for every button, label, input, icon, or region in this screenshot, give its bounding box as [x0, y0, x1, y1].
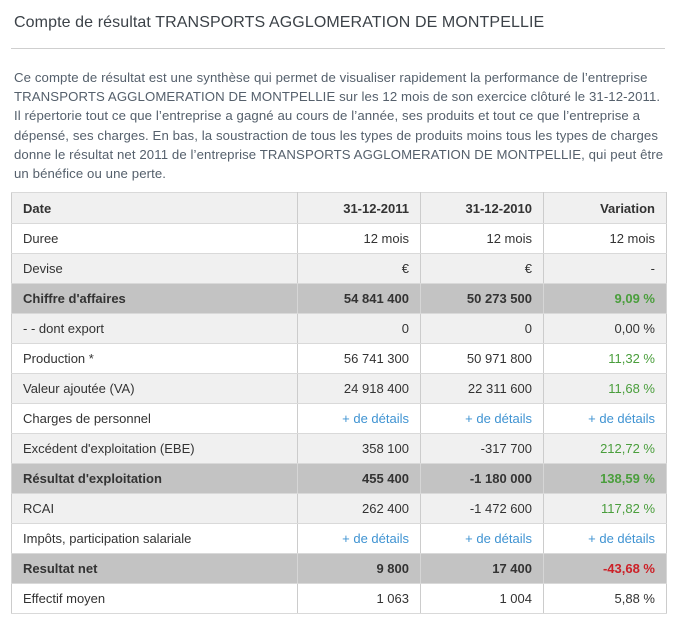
table-row	[12, 254, 667, 284]
value-2011-cell: 56 741 300	[298, 344, 421, 374]
row-label-cell: Resultat net	[12, 554, 298, 584]
table-row	[12, 434, 667, 464]
value-2011-cell: 262 400	[298, 494, 421, 524]
details-link[interactable]: + de détails	[465, 411, 532, 427]
details-link[interactable]: + de détails	[588, 531, 655, 547]
details-link[interactable]: + de détails	[342, 411, 409, 427]
value-2011-cell	[298, 524, 421, 554]
table-row	[12, 224, 667, 254]
table-row	[12, 524, 667, 554]
header-cell-31-12-2010: 31-12-2010	[421, 193, 544, 224]
value-2010-cell: 50 971 800	[421, 344, 544, 374]
table-row	[12, 344, 667, 374]
table-body	[12, 224, 667, 614]
table-row	[12, 464, 667, 494]
value-2010-cell: -317 700	[421, 434, 544, 464]
table-row	[12, 314, 667, 344]
value-2010-cell: 1 004	[421, 584, 544, 614]
value-2010-cell: -1 180 000	[421, 464, 544, 494]
row-label-cell: Excédent d'exploitation (EBE)	[12, 434, 298, 464]
variation-cell: 5,88 %	[544, 584, 667, 614]
value-2010-cell: €	[421, 254, 544, 284]
value-2011-cell: 0	[298, 314, 421, 344]
variation-cell	[544, 404, 667, 434]
table-row	[12, 584, 667, 614]
header-row	[12, 193, 667, 224]
page-title: Compte de résultat TRANSPORTS AGGLOMERATION DE MONTPELLIE	[14, 14, 545, 31]
value-2011-cell: 54 841 400	[298, 284, 421, 314]
row-label-cell: Devise	[12, 254, 298, 284]
details-link[interactable]: + de détails	[465, 531, 532, 547]
row-label-cell: Chiffre d'affaires	[12, 284, 298, 314]
row-label-cell: Production *	[12, 344, 298, 374]
variation-cell: 9,09 %	[544, 284, 667, 314]
table-row	[12, 374, 667, 404]
value-2011-cell: 24 918 400	[298, 374, 421, 404]
value-2010-cell	[421, 404, 544, 434]
value-2010-cell: 22 311 600	[421, 374, 544, 404]
intro-paragraph: Ce compte de résultat est une synthèse qui permet de visualiser rapidement la performance de l’entreprise TRANSPORTS AGGLOMERATION DE MONTPELLIE sur les 12 mois de son exercice clôturé le 31-12-2011. Il répertorie tout ce que l’entreprise a gagné au cours de l’année, ses produits et tout ce que l’entreprise a dépensé, ses charges. En bas, la soustraction de tous les types de produits moins tous les types de charges donne le résultat net 2011 de l’entreprise TRANSPORTS AGGLOMERATION DE MONTPELLIE, qui peut être un bénéfice ou une perte.	[14, 70, 664, 182]
variation-cell: 212,72 %	[544, 434, 667, 464]
value-2010-cell: 17 400	[421, 554, 544, 584]
value-2010-cell: 0	[421, 314, 544, 344]
value-2010-cell: -1 472 600	[421, 494, 544, 524]
row-label-cell: Valeur ajoutée (VA)	[12, 374, 298, 404]
variation-cell: -43,68 %	[544, 554, 667, 584]
value-2010-cell: 50 273 500	[421, 284, 544, 314]
table-header	[12, 193, 667, 224]
row-label-cell: - - dont export	[12, 314, 298, 344]
table-row	[12, 494, 667, 524]
header-cell-31-12-2011: 31-12-2011	[298, 193, 421, 224]
value-2010-cell: 12 mois	[421, 224, 544, 254]
table-row	[12, 284, 667, 314]
income-statement-table	[11, 192, 667, 614]
header-cell-date: Date	[12, 193, 298, 224]
variation-cell: 11,32 %	[544, 344, 667, 374]
row-label-cell: Effectif moyen	[12, 584, 298, 614]
row-label-cell: Charges de personnel	[12, 404, 298, 434]
value-2011-cell: 1 063	[298, 584, 421, 614]
variation-cell: 138,59 %	[544, 464, 667, 494]
value-2011-cell: 9 800	[298, 554, 421, 584]
details-link[interactable]: + de détails	[342, 531, 409, 547]
row-label-cell: Duree	[12, 224, 298, 254]
title-divider	[11, 48, 665, 49]
table-row	[12, 554, 667, 584]
row-label-cell: Résultat d'exploitation	[12, 464, 298, 494]
variation-cell: 117,82 %	[544, 494, 667, 524]
value-2011-cell: 455 400	[298, 464, 421, 494]
value-2011-cell: 358 100	[298, 434, 421, 464]
variation-cell	[544, 524, 667, 554]
value-2010-cell	[421, 524, 544, 554]
value-2011-cell	[298, 404, 421, 434]
variation-cell: -	[544, 254, 667, 284]
header-cell-variation: Variation	[544, 193, 667, 224]
row-label-cell: RCAI	[12, 494, 298, 524]
value-2011-cell: €	[298, 254, 421, 284]
variation-cell: 12 mois	[544, 224, 667, 254]
table-row	[12, 404, 667, 434]
row-label-cell: Impôts, participation salariale	[12, 524, 298, 554]
value-2011-cell: 12 mois	[298, 224, 421, 254]
details-link[interactable]: + de détails	[588, 411, 655, 427]
variation-cell: 0,00 %	[544, 314, 667, 344]
variation-cell: 11,68 %	[544, 374, 667, 404]
